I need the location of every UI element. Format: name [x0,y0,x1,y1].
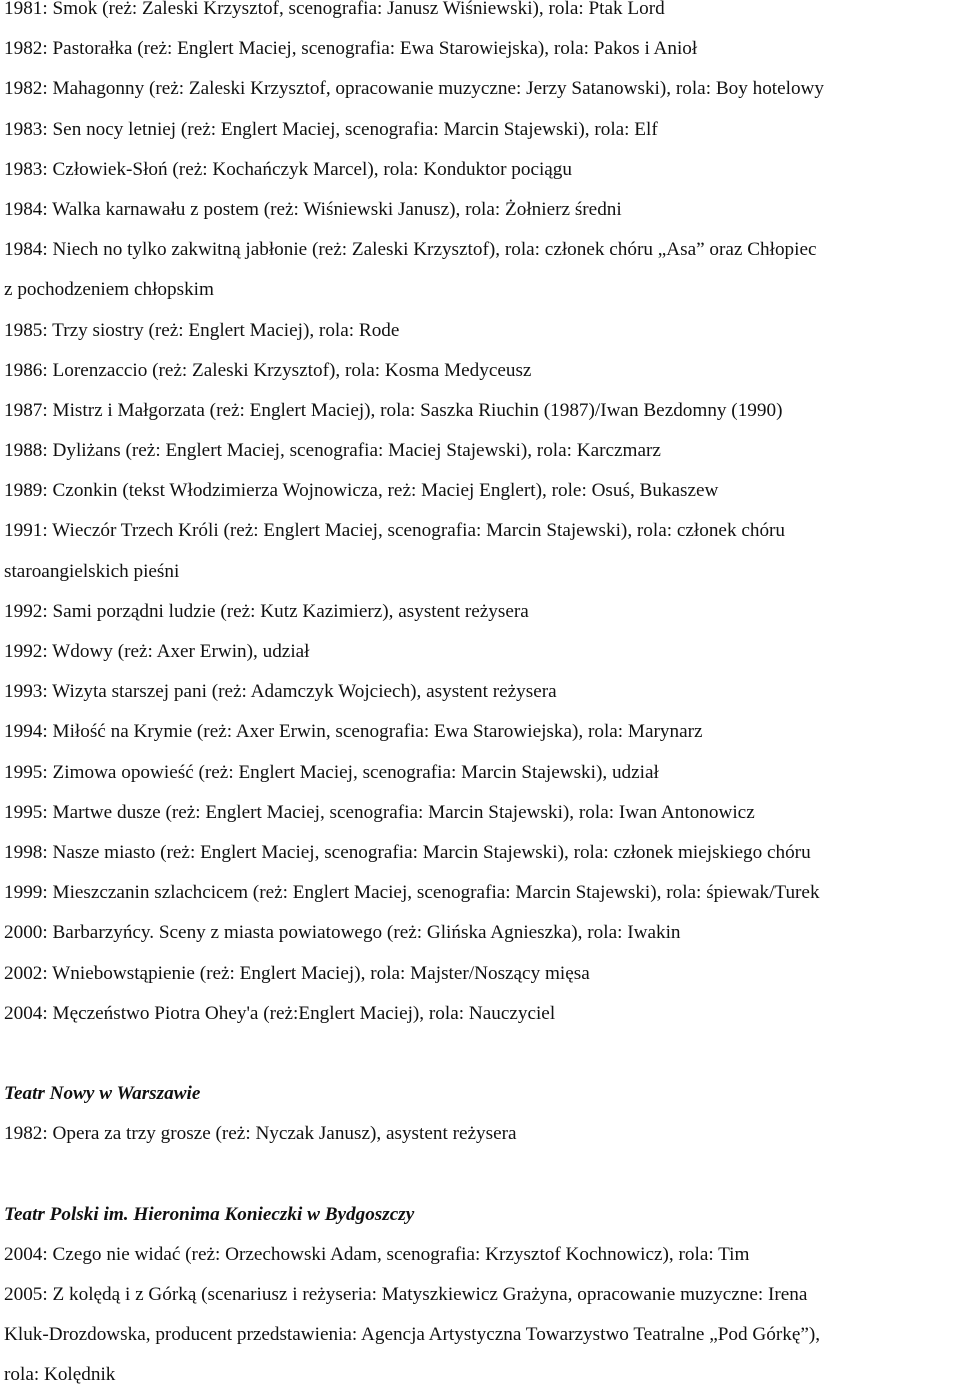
entry-line: 1998: Nasze miasto (reż: Englert Maciej, scenografia: Marcin Stajewski), rola: członek miejskiego chóru [4,841,811,863]
entry-line: 1995: Martwe dusze (reż: Englert Maciej, scenografia: Marcin Stajewski), rola: Iwan Antonowicz [4,801,755,823]
entry-line: 1992: Sami porządni ludzie (reż: Kutz Kazimierz), asystent reżysera [4,600,529,622]
entry-line: 1987: Mistrz i Małgorzata (reż: Englert Maciej), rola: Saszka Riuchin (1987)/Iwan Bezdomny (1990) [4,399,783,421]
entry-line: 2000: Barbarzyńcy. Sceny z miasta powiatowego (reż: Glińska Agnieszka), rola: Iwakin [4,922,681,944]
entry-line: 2002: Wniebowstąpienie (reż: Englert Maciej), rola: Majster/Noszący mięsa [4,962,590,984]
paragraph-spacer [4,1034,956,1074]
entry-line: 2005: Z kolędą i z Górką (scenariusz i reżyseria: Matyszkiewicz Grażyna, opracowanie muzyczne: Irena [4,1284,808,1305]
entry-line: 1981: Smok (reż: Zaleski Krzysztof, scenografia: Janusz Wiśniewski), rola: Ptak Lord [4,0,665,19]
entry-line: 1989: Czonkin (tekst Włodzimierza Wojnowicza, reż: Maciej Englert), role: Osuś, Bukaszew [4,480,719,502]
entry-line: 1983: Człowiek-Słoń (reż: Kochańczyk Marcel), rola: Konduktor pociągu [4,158,572,180]
entry-line: 1982: Mahagonny (reż: Zaleski Krzysztof, opracowanie muzyczne: Jerzy Satanowski), rola: Boy hotelowy [4,78,825,100]
entry-line: 1992: Wdowy (reż: Axer Erwin), udział [4,641,310,662]
entry-line: 2004: Czego nie widać (reż: Orzechowski Adam, scenografia: Krzysztof Kochnowicz), rola: Tim [4,1243,750,1265]
entry-line: Kluk-Drozdowska, producent przedstawienia: Agencja Artystyczna Towarzystwo Teatralne „Pod Górkę”), [4,1324,821,1346]
document-body [4,0,956,1396]
entry-line: 1982: Opera za trzy grosze (reż: Nyczak Janusz), asystent reżysera [4,1123,517,1145]
paragraph-spacer [4,1154,956,1194]
entry-line: staroangielskich pieśni [4,560,180,582]
entry-line: z pochodzeniem chłopskim [4,279,214,301]
entry-line: 1983: Sen nocy letniej (reż: Englert Maciej, scenografia: Marcin Stajewski), rola: Elf [4,118,658,140]
entry-line: 1994: Miłość na Krymie (reż: Axer Erwin, scenografia: Ewa Starowiejska), rola: Marynarz [4,721,703,743]
section-heading: Teatr Nowy w Warszawie [4,1083,201,1105]
entry-line: 1986: Lorenzaccio (reż: Zaleski Krzysztof), rola: Kosma Medyceusz [4,359,532,381]
entry-line: 1988: Dyliżans (reż: Englert Maciej, scenografia: Maciej Stajewski), rola: Karczmarz [4,440,661,462]
entry-line: 1999: Mieszczanin szlachcicem (reż: Englert Maciej, scenografia: Marcin Stajewski), rola: śpiewak/Turek [4,882,820,904]
entry-line: 1991: Wieczór Trzech Króli (reż: Englert Maciej, scenografia: Marcin Stajewski), rola: członek chóru [4,520,786,542]
entry-line: 1984: Walka karnawału z postem (reż: Wiśniewski Janusz), rola: Żołnierz średni [4,198,622,220]
entry-line: 1995: Zimowa opowieść (reż: Englert Maciej, scenografia: Marcin Stajewski), udział [4,761,659,783]
entry-line: 1982: Pastorałka (reż: Englert Maciej, scenografia: Ewa Starowiejska), rola: Pakos i Anioł [4,38,698,60]
entry-line: rola: Kolędnik [4,1364,116,1386]
section-heading: Teatr Polski im. Hieronima Konieczki w Bydgoszczy [4,1203,415,1225]
entry-line: 1984: Niech no tylko zakwitną jabłonie (reż: Zaleski Krzysztof), rola: członek chóru „Asa” oraz Chłopiec [4,239,817,261]
entry-line: 2004: Męczeństwo Piotra Ohey'a (reż:Englert Maciej), rola: Nauczyciel [4,1002,556,1024]
entry-line: 1993: Wizyta starszej pani (reż: Adamczyk Wojciech), asystent reżysera [4,681,557,703]
entry-line: 1985: Trzy siostry (reż: Englert Maciej), rola: Rode [4,319,400,341]
